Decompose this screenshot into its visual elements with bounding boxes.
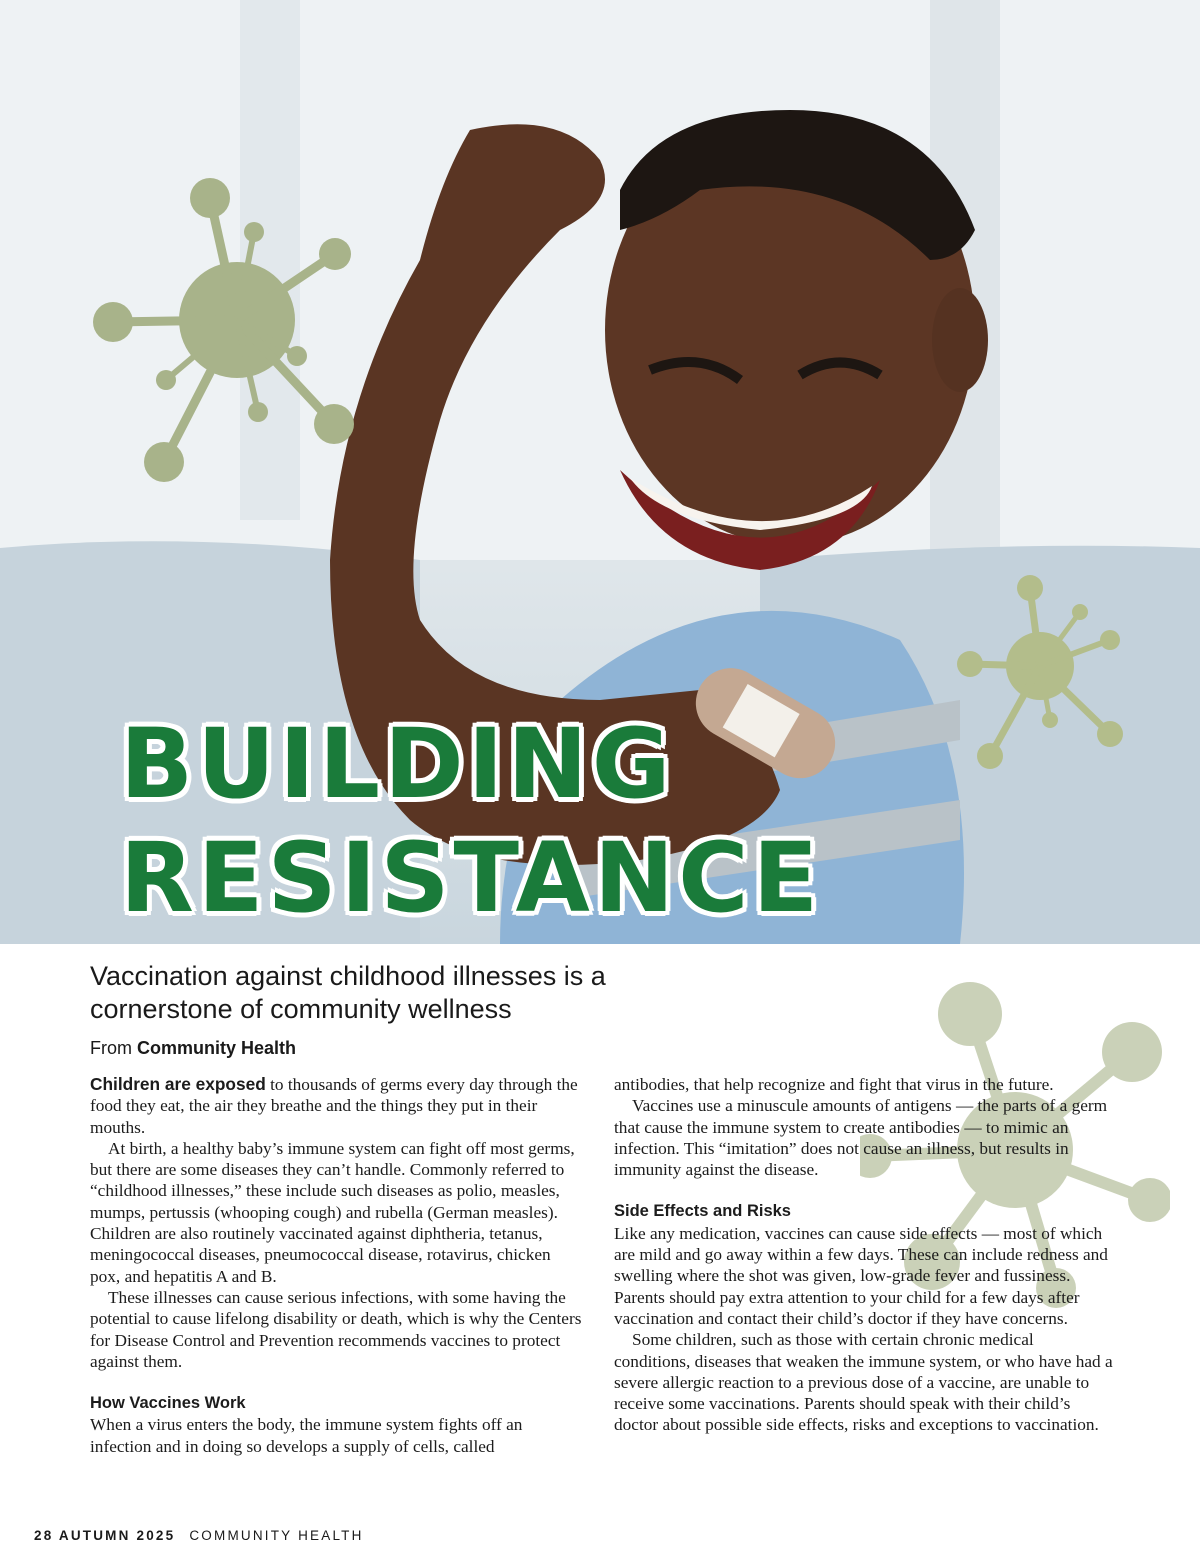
- article-column-1: [90, 1074, 582, 1457]
- paragraph: When a virus enters the body, the immune system fights off an infection and in doing so develops a supply of cells, called: [90, 1415, 523, 1456]
- paragraph: Some children, such as those with certain chronic medical conditions, diseases that weaken the immune system, or who have had a severe allergic reaction to a previous dose of a vaccine, are unable to receive some vaccinations. Parents should speak with their child’s doctor about possible side effects, risks and exceptions to vaccination.: [614, 1330, 1113, 1435]
- headline-line-2: RESISTANCE: [120, 822, 823, 934]
- paragraph: [90, 1074, 582, 1138]
- article-subhead: Vaccination against childhood illnesses is a cornerstone of community wellness: [90, 961, 606, 1024]
- headline-line-1: BUILDING: [120, 708, 675, 820]
- section-heading-side-effects: Side Effects and Risks: [614, 1202, 791, 1221]
- publication-name: COMMUNITY HEALTH: [189, 1528, 364, 1543]
- byline-prefix: From: [90, 1038, 132, 1058]
- folio: 28 AUTUMN 2025: [34, 1528, 176, 1543]
- lead-in: Children are exposed: [90, 1074, 266, 1094]
- paragraph: Vaccines use a minuscule amounts of antigens — the parts of a germ that cause the immune system to create antibodies — to mimic an infection. This “imitation” does not cause an illness, but results in immunity against the disease.: [614, 1096, 1108, 1180]
- paragraph: These illnesses can cause serious infections, with some having the potential to cause lifelong disability or death, which is why the Centers for Disease Control and Prevention recommends vaccines to protect against them.: [90, 1287, 582, 1371]
- article-column-2: [614, 1074, 1114, 1436]
- paragraph: Like any medication, vaccines can cause side effects — most of which are mild and go away within a few days. These can include redness and swelling where the shot was given, low-grade fever and fussiness. Parents should pay extra attention to your child for a few days after vaccination and contact their child’s doctor if they have concerns.: [614, 1223, 1108, 1328]
- byline: [90, 1038, 296, 1059]
- paragraph: antibodies, that help recognize and fight that virus in the future.: [614, 1075, 1054, 1094]
- section-heading-how-vaccines-work: How Vaccines Work: [90, 1394, 246, 1413]
- page-footer: [34, 1528, 364, 1543]
- byline-source: Community Health: [137, 1038, 297, 1058]
- paragraph-text: to thousands of germs every day through the food they eat, the air they breathe and the things they put in their mouths.: [90, 1075, 578, 1137]
- paragraph: At birth, a healthy baby’s immune system can fight off most germs, but there are some diseases they can’t handle. Commonly referred to “childhood illnesses,” these include such diseases as polio, measles, mumps, pertussis (whooping cough) and rubella (German measles). Children are also routinely vaccinated against diphtheria, tetanus, meningococcal diseases, pneumococcal disease, rotavirus, chicken pox, and hepatitis A and B.: [90, 1138, 575, 1286]
